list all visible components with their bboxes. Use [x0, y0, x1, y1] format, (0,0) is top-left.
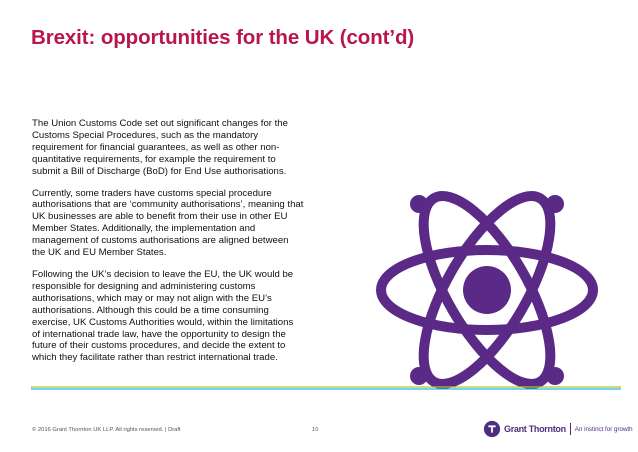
- logo-divider: [570, 423, 571, 435]
- atom-electron-bottom-left: [410, 367, 428, 385]
- logo-mark-icon: [483, 420, 501, 438]
- paragraph-community-authorisations: Currently, some traders have customs special procedure authorisations that are ‘community authorisations’, meaning that UK businesses are able to benefit from their use in other EU Member States. Additionally, the implementation and management of customs authorisations are aligned between the UK and EU Member States.: [32, 187, 304, 259]
- paragraph-union-customs-code: The Union Customs Code set out significant changes for the Customs Special Procedures, such as the mandatory requirement for financial guarantees, as well as other non- quantitative requirements, for example the requirement to submit a Bill of Discharge (BoD) for End Use authorisations.: [32, 118, 288, 177]
- body-text: [32, 118, 344, 374]
- atom-electron-top-left: [410, 195, 428, 213]
- logo-name: Grant Thornton: [504, 424, 566, 434]
- page-number: 10: [312, 427, 319, 433]
- paragraph-uk-responsibility: Following the UK’s decision to leave the EU, the UK would be responsible for designing and administering customs authorisations, which may or may not align with the EU’s authorisations. Although this could be a time consuming exercise, UK Customs Authorities would, within the limitations of international trade law, have the opportunity to design the future of their customs procedures, and decide the extent to which they facilitate rather than restrict international trade.: [32, 268, 294, 364]
- logo-tagline: An instinct for growth: [574, 425, 633, 433]
- footer-rule: [31, 386, 621, 392]
- atom-electron-top-right: [546, 195, 564, 213]
- atom-electron-bottom-right: [546, 367, 564, 385]
- grant-thornton-logo: [483, 419, 633, 439]
- atom-nucleus: [463, 266, 511, 314]
- footer-copyright: © 2016 Grant Thornton UK LLP. All rights reserved. | Draft: [32, 427, 181, 433]
- atom-icon: [372, 178, 602, 403]
- slide-title: Brexit: opportunities for the UK (cont’d): [31, 26, 415, 49]
